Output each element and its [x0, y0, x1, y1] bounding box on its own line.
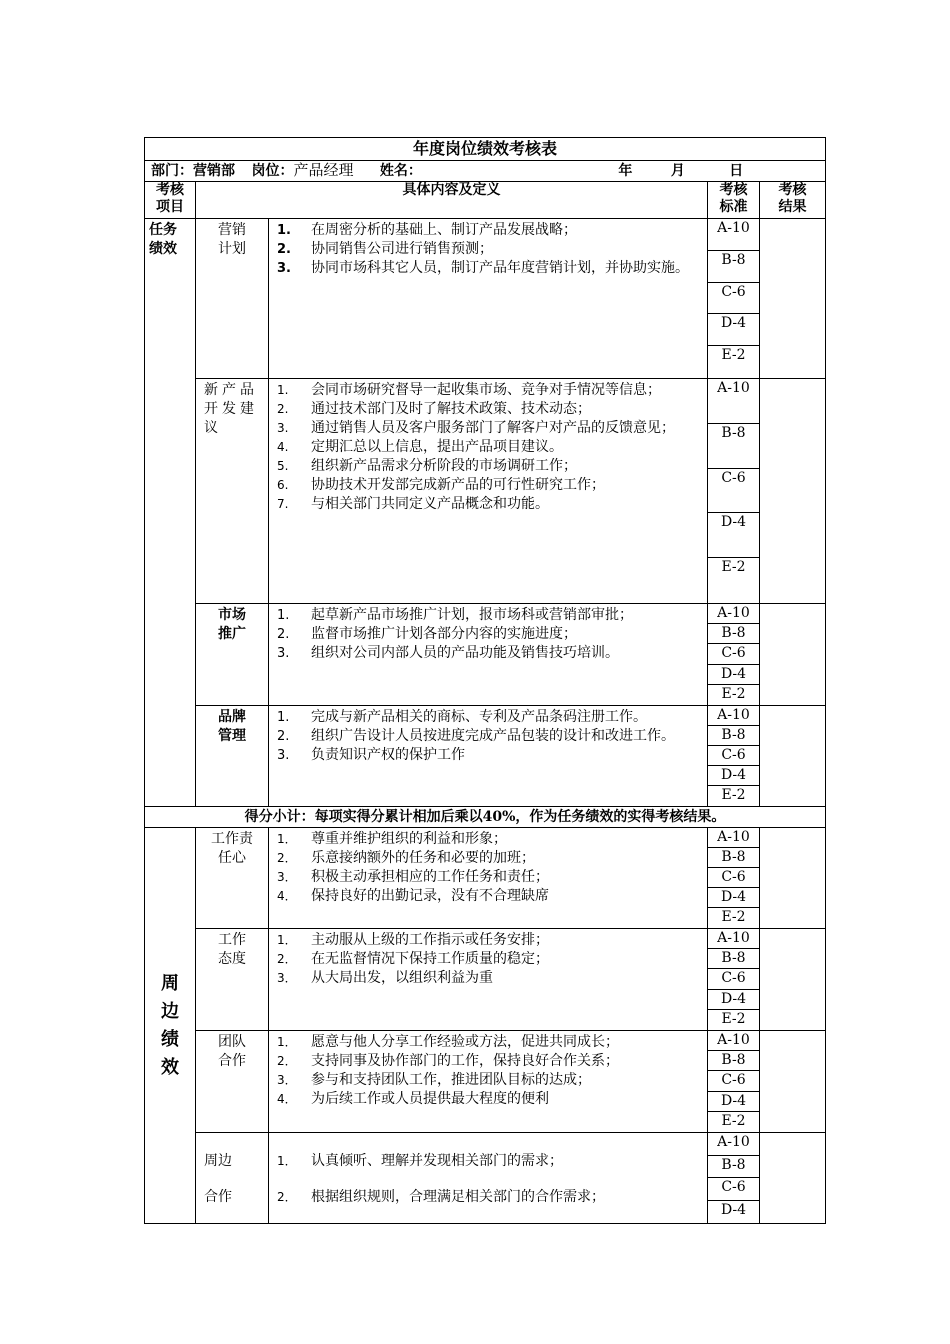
grade-option[interactable]: D-4 — [708, 314, 759, 346]
item-text: 完成与新产品相关的商标、专利及产品条码注册工作。 — [311, 709, 647, 725]
item-number: 1. — [277, 710, 290, 725]
post-value: 产品经理 — [293, 161, 354, 179]
grade-cell[interactable] — [708, 706, 760, 807]
item-number: 3． — [277, 1073, 297, 1087]
grade-option[interactable]: C-6 — [708, 746, 759, 766]
section-name: 市场推广 — [218, 607, 246, 642]
grade-cell[interactable] — [708, 1133, 760, 1224]
grade-option[interactable]: C-6 — [708, 1178, 759, 1201]
grade-option[interactable]: A-10 — [708, 828, 759, 848]
items-teamwork — [269, 1031, 708, 1133]
list-item — [277, 476, 701, 495]
item-text: 协助技术开发部完成新产品的可行性研究工作； — [311, 477, 605, 493]
grade-option[interactable]: A-10 — [708, 1133, 759, 1156]
item-number: 2. — [277, 627, 290, 642]
grade-option[interactable]: B-8 — [708, 726, 759, 746]
item-text: 保持良好的出勤记录，没有不合理缺席 — [311, 888, 549, 904]
grade-option[interactable]: A-10 — [708, 379, 759, 424]
section-teamwork — [196, 1031, 269, 1133]
item-text: 监督市场推广计划各部分内容的实施进度； — [311, 626, 577, 642]
grade-option[interactable]: D-4 — [708, 766, 759, 786]
grade-option[interactable]: C-6 — [708, 1071, 759, 1091]
item-number: 1. — [277, 223, 291, 238]
result-cell[interactable] — [760, 1133, 826, 1224]
section-marketing-plan — [196, 219, 269, 379]
items-new-product — [269, 379, 708, 604]
item-number: 4． — [277, 889, 297, 903]
grade-option[interactable]: D-4 — [708, 665, 759, 685]
grade-cell[interactable] — [708, 828, 760, 929]
header-item — [145, 182, 196, 219]
grade-option[interactable]: B-8 — [708, 1051, 759, 1071]
list-item — [277, 1179, 701, 1215]
item-number: 3. — [277, 421, 289, 435]
list-item — [277, 606, 701, 625]
item-number: 3. — [277, 646, 290, 661]
grade-option[interactable]: B-8 — [708, 949, 759, 969]
year-label: 年 — [618, 163, 633, 179]
items-market-promotion — [269, 604, 708, 706]
header-standard-text: 考核标准 — [719, 182, 748, 215]
item-text: 根据组织规则，合理满足相关部门的合作需求； — [311, 1189, 605, 1205]
result-cell[interactable] — [760, 219, 826, 379]
subtotal-note: 得分小计：每项实得分累计相加后乘以40%，作为任务绩效的实得考核结果。 — [145, 807, 826, 828]
grade-option[interactable]: C-6 — [708, 469, 759, 514]
list-item — [277, 1033, 701, 1052]
grade-option[interactable]: B-8 — [708, 1156, 759, 1179]
grade-option[interactable]: A-10 — [708, 929, 759, 949]
result-cell[interactable] — [760, 929, 826, 1031]
list-item — [277, 1090, 701, 1109]
section-name: 工作态度 — [218, 932, 246, 967]
grade-cell[interactable] — [708, 604, 760, 706]
item-text: 积极主动承担相应的工作任务和责任； — [311, 869, 549, 885]
list-item — [277, 644, 701, 663]
grade-option[interactable]: A-10 — [708, 604, 759, 624]
item-text: 组织广告设计人员按进度完成产品包装的设计和改进工作。 — [311, 728, 675, 744]
list-item — [277, 830, 701, 849]
list-item — [277, 727, 701, 746]
item-number: 1． — [277, 1035, 297, 1049]
grade-option[interactable]: D-4 — [708, 888, 759, 908]
item-number: 3. — [277, 261, 291, 276]
items-marketing-plan — [269, 219, 708, 379]
header-content: 具体内容及定义 — [196, 182, 708, 219]
grade-option[interactable]: E-2 — [721, 559, 746, 576]
item-text: 愿意与他人分享工作经验或方法，促进共同成长； — [311, 1034, 619, 1050]
form-title: 年度岗位绩效考核表 — [145, 138, 826, 161]
list-item — [277, 1071, 701, 1090]
header-result — [760, 182, 826, 219]
grade-cell[interactable] — [708, 379, 760, 604]
item-text: 参与和支持团队工作，推进团队目标的达成； — [311, 1072, 591, 1088]
list-item — [277, 381, 701, 400]
grade-option[interactable]: E-2 — [721, 909, 746, 925]
grade-option[interactable]: D-4 — [708, 1092, 759, 1112]
item-text: 会同市场研究督导一起收集市场、竞争对手情况等信息； — [311, 382, 661, 398]
item-number: 1． — [277, 832, 297, 846]
item-text: 协同市场科其它人员，制订产品年度营销计划，并协助实施。 — [311, 260, 689, 276]
month-label: 月 — [670, 163, 685, 179]
item-text: 为后续工作或人员提供最大程度的便利 — [311, 1091, 549, 1107]
section-name: 营销计划 — [218, 222, 246, 257]
grade-option[interactable]: B-8 — [708, 624, 759, 644]
list-item — [277, 419, 701, 438]
section-new-product — [196, 379, 269, 604]
item-number: 5. — [277, 459, 289, 473]
item-number: 1． — [277, 1154, 297, 1168]
dept-value: 营销部 — [193, 163, 235, 179]
item-text: 负责知识产权的保护工作 — [311, 747, 465, 763]
item-number: 7. — [277, 497, 289, 511]
item-number: 3. — [277, 748, 290, 763]
list-item — [277, 969, 701, 988]
list-item — [277, 495, 701, 514]
list-item — [277, 931, 701, 950]
list-item — [277, 625, 701, 644]
grade-option[interactable]: C-6 — [708, 868, 759, 888]
section-attitude — [196, 929, 269, 1031]
item-text: 与相关部门共同定义产品概念和功能。 — [311, 496, 549, 512]
item-number: 2. — [277, 402, 289, 416]
item-number: 1． — [277, 933, 297, 947]
grade-option[interactable]: E-2 — [721, 1112, 746, 1129]
grade-option[interactable]: A-10 — [708, 1031, 759, 1051]
item-text: 通过销售人员及客户服务部门了解客户对产品的反馈意见； — [311, 420, 675, 436]
section-name-line2: 合作 — [204, 1189, 232, 1205]
dept-label: 部门： — [151, 163, 193, 179]
section-name-line1: 周边 — [204, 1153, 232, 1169]
grade-option[interactable]: C-6 — [708, 644, 759, 664]
task-performance-text: 任务绩效 — [149, 222, 177, 257]
grade-option[interactable]: A-10 — [708, 219, 759, 251]
item-number: 2． — [277, 1190, 297, 1204]
list-item — [277, 259, 701, 278]
section-peripheral-cooperation — [196, 1133, 269, 1224]
item-number: 3． — [277, 971, 297, 985]
item-text: 定期汇总以上信息，提出产品项目建议。 — [311, 439, 563, 455]
item-text: 认真倾听、理解并发现相关部门的需求； — [311, 1153, 563, 1169]
grade-option[interactable]: A-10 — [708, 706, 759, 726]
list-item — [277, 240, 701, 259]
item-text: 在周密分析的基础上、制订产品发展战略； — [311, 222, 577, 238]
item-number: 2． — [277, 851, 297, 865]
list-item — [277, 1143, 701, 1179]
grade-option[interactable]: E-2 — [721, 685, 746, 702]
grade-option[interactable]: D-4 — [720, 1201, 747, 1218]
grade-option[interactable]: E-2 — [721, 347, 746, 364]
list-item — [277, 950, 701, 969]
day-label: 日 — [729, 163, 744, 179]
item-number: 2. — [277, 729, 290, 744]
list-item — [277, 400, 701, 419]
list-item — [277, 708, 701, 727]
list-item — [277, 746, 701, 765]
item-text: 尊重并维护组织的利益和形象； — [311, 831, 507, 847]
list-item — [277, 457, 701, 476]
item-number: 6. — [277, 478, 289, 492]
items-peripheral-cooperation — [269, 1133, 708, 1224]
header-item-text: 考核项目 — [156, 182, 184, 215]
peripheral-performance-label — [145, 828, 196, 1224]
appraisal-table — [144, 137, 826, 1224]
section-name: 新产品开发建议 — [204, 382, 258, 436]
task-performance-label — [145, 219, 196, 807]
list-item — [277, 1052, 701, 1071]
grade-option[interactable]: D-4 — [708, 990, 759, 1010]
item-text: 在无监督情况下保持工作质量的稳定； — [311, 951, 549, 967]
list-item — [277, 887, 701, 906]
list-item — [277, 438, 701, 457]
result-cell[interactable] — [760, 379, 826, 604]
item-number: 2. — [277, 242, 291, 257]
name-label: 姓名： — [379, 163, 422, 179]
item-number: 4. — [277, 440, 289, 454]
post-label: 岗位： — [251, 163, 294, 179]
section-name: 团队合作 — [218, 1034, 246, 1069]
item-text: 组织对公司内部人员的产品功能及销售技巧培训。 — [311, 645, 619, 661]
list-item — [277, 221, 701, 240]
result-cell[interactable] — [760, 828, 826, 929]
header-standard — [708, 182, 760, 219]
grade-cell[interactable] — [708, 929, 760, 1031]
section-brand-management — [196, 706, 269, 807]
grade-option[interactable]: C-6 — [708, 283, 759, 315]
item-text: 组织新产品需求分析阶段的市场调研工作； — [311, 458, 577, 474]
grade-cell[interactable] — [708, 219, 760, 379]
list-item — [277, 868, 701, 887]
item-number: 4． — [277, 1092, 297, 1106]
grade-option[interactable]: B-8 — [708, 848, 759, 868]
grade-option[interactable]: B-8 — [708, 251, 759, 283]
grade-option[interactable]: E-2 — [721, 787, 746, 803]
item-text: 协同销售公司进行销售预测； — [311, 241, 493, 257]
result-cell[interactable] — [760, 604, 826, 706]
info-row — [145, 161, 826, 182]
item-text: 乐意接纳额外的任务和必要的加班； — [311, 850, 535, 866]
item-number: 1. — [277, 608, 290, 623]
item-number: 3． — [277, 870, 297, 884]
grade-option[interactable]: D-4 — [708, 513, 759, 558]
result-cell[interactable] — [760, 1031, 826, 1133]
section-market-promotion — [196, 604, 269, 706]
item-text: 支持同事及协作部门的工作，保持良好合作关系； — [311, 1053, 619, 1069]
result-cell[interactable] — [760, 706, 826, 807]
appraisal-form — [144, 137, 825, 1224]
items-attitude — [269, 929, 708, 1031]
item-text: 从大局出发，以组织利益为重 — [311, 970, 493, 986]
peripheral-performance-text: 周边绩效 — [161, 972, 179, 1078]
items-responsibility — [269, 828, 708, 929]
grade-option[interactable]: B-8 — [708, 424, 759, 469]
item-text: 主动服从上级的工作指示或任务安排； — [311, 932, 549, 948]
section-name: 品牌管理 — [218, 709, 246, 744]
section-responsibility — [196, 828, 269, 929]
list-item — [277, 849, 701, 868]
items-brand-management — [269, 706, 708, 807]
item-text: 通过技术部门及时了解技术政策、技术动态； — [311, 401, 591, 417]
header-result-text: 考核结果 — [778, 182, 807, 215]
grade-option[interactable]: E-2 — [721, 1010, 746, 1027]
grade-cell[interactable] — [708, 1031, 760, 1133]
item-text: 起草新产品市场推广计划，报市场科或营销部审批； — [311, 607, 633, 623]
item-number: 2． — [277, 952, 297, 966]
item-number: 1. — [277, 383, 289, 397]
grade-option[interactable]: C-6 — [708, 969, 759, 989]
item-number: 2． — [277, 1054, 297, 1068]
section-name: 工作责任心 — [211, 831, 253, 866]
